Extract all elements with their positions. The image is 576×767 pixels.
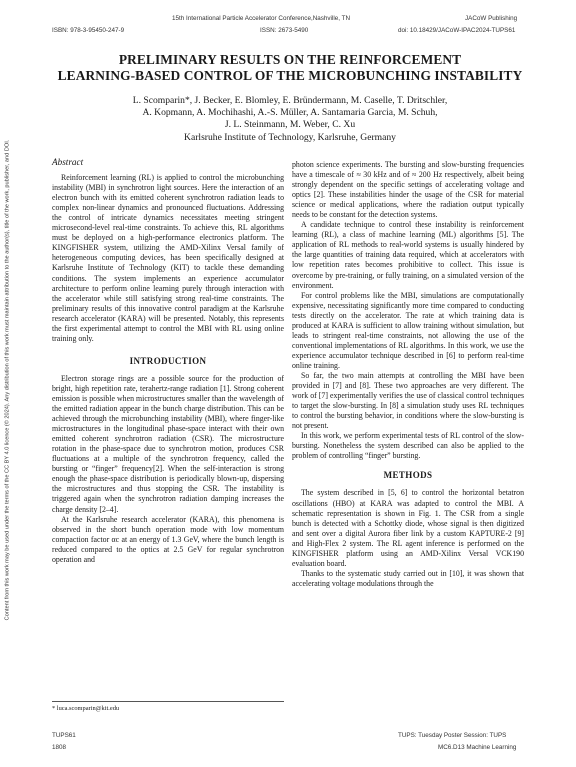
introduction-heading: INTRODUCTION <box>129 355 207 366</box>
methods-paragraph-2: Thanks to the systematic study carried out in [10], it was shown that accelerating voltage modulations through the <box>292 568 524 588</box>
footer-classification: MC6.D13 Machine Learning <box>438 744 517 751</box>
left-column <box>52 157 284 565</box>
paper-title <box>40 52 540 84</box>
footer-session: TUPS: Tuesday Poster Session: TUPS <box>398 732 507 739</box>
footer-paper-code: TUPS61 <box>52 732 76 739</box>
right-paragraph-4: So far, the two main attempts at controlling the MBI have been provided in [7] and [8]. These two approaches are very different. The work of [7] experimentally verifies the use of classical control techniques to target the slow-bursting. In [8] a simulation study uses RL techniques to control the bursting behavior, in conditions where the slow-bursting is not present. <box>292 370 524 431</box>
right-paragraph-3: For control problems like the MBI, simulations are computationally expensive, necessitating significantly more time compared to conducting tests directly on the accelerator. The rate at which training data is produced at KARA is sufficient to allow training without simulation, but leads to stringent real-time constraints, not allowing the use of the conventional implementations of RL algorithms. In this work, we use the experience accumulator technique described in [6] to perform real-time online training. <box>292 290 524 370</box>
license-sidebar <box>2 100 12 660</box>
author-block <box>40 95 540 144</box>
isbn: ISBN: 978-3-95450-247-9 <box>52 27 125 34</box>
right-paragraph-5: In this work, we perform experimental tests of RL control of the slow-bursting. Nonetheless the system described can also be applied to the problem of controlling “finger” bursting. <box>292 431 524 461</box>
right-paragraph-1: photon science experiments. The bursting and slow-bursting frequencies have a timescale of ≈ 30 kHz and of ≈ 200 Hz respectively, albeit being strongly dependent on the specific settings of accelerating voltage and optics [2]. These instabilities hinder the usage of the CSR for material science or medical applications, where the radiation output typically needs to be constant for the detection systems. <box>292 160 524 220</box>
authors-line-3: J. L. Steinmann, M. Weber, C. Xu <box>224 119 356 131</box>
right-paragraph-2: A candidate technique to control these instability is reinforcement learning (RL), a class of machine learning (ML) algorithms [5]. The application of RL methods to real-world systems is usually hindered by the large quantities of training data required, which at accelerators with low repetition rates becomes prohibitive to collect. This issue is overcome by pre-training, or fully training, on a simulated version of the environment. <box>292 220 524 290</box>
intro-paragraph-2: At the Karlsruhe research accelerator (KARA), this phenomena is observed in the short bunch operation mode with low momentum compaction factor αc at an energy of 1.3 GeV, where the bunch length is reduced compared to the optics at 2.5 GeV for regular synchrotron operation and <box>52 514 284 564</box>
methods-paragraph-1: The system described in [5, 6] to control the horizontal betatron oscillations (HBO) at KARA was adapted to control the MBI. A schematic representation is shown in Fig. 1. The CSR from a single bunch is detected with a Schottky diode, whose signal is then digitized and sent over a digital Aurora fiber link by a custom KAPTURE-2 [9] and High-Flex 2 system. The RL agent inference is performed on the KINGFISHER platform using an AMD-Xilinx Versal VCK190 evaluation board. <box>292 488 524 568</box>
issn: ISSN: 2673-5490 <box>260 27 309 34</box>
methods-heading: METHODS <box>383 470 433 481</box>
license-text: Content from this work may be used under the terms of the CC BY 4.0 licence (© 2024). Any distribution of this work must maintain attribution to the author(s), title of the work, publisher, and DOI. <box>4 139 10 621</box>
footer-page-number: 1808 <box>52 744 67 751</box>
footnote: * luca.scomparin@kit.edu <box>52 701 284 712</box>
intro-paragraph-1: Electron storage rings are a possible source for the production of bright, high repetition rate, terahertz-range radiation [1]. Strong coherent emission is possible when microstructures smaller than the wavelength of the emitted radiation appear in the bunch charge distribution. This can be achieved through the microbunching instability (MBI), where finger-like microstructures in the longitudinal phase-space interact with their own emitted coherent synchrotron radiation (CSR). The microstructure rotation in the phase-space due to synchrotron motion, produces CSR fluctuations at a multiple of the synchrotron frequency, called the bursting or “finger” frequency[2]. When the self-interaction is strong enough the phase-space distribution is periodically blown-up, dispersing the microstructures and thus stopping the CSR. The instability is triggered again when the synchrotron radiation damping increases the charge density [2–4]. <box>52 373 284 514</box>
conference-name: 15th International Particle Accelerator Conference,Nashville, TN <box>172 15 351 22</box>
authors-line-1: L. Scomparin*, J. Becker, E. Blomley, E. Bründermann, M. Caselle, T. Dritschler, <box>132 95 448 106</box>
abstract-text: Reinforcement learning (RL) is applied to control the microbunching instability (MBI) in synchrotron light sources. Here the interaction of an electron bunch with its emitted coherent synchrotron radiation leads to complex non-linear dynamics and pronounced fluctuations. Addressing the control of intricate dynamics necessitates meeting stringent microsecond-level real-time constraints. To achieve this, RL algorithms must be deployed on a high-performance electronics platform. The KINGFISHER system, utilizing the AMD-Xilinx Versal family of heterogeneous computing devices, has been specifically designed at Karlsruhe Institute of Technology (KIT) to tackle these demanding conditions. The system implements an experience accumulator architecture to perform online learning purely through interaction with the accelerator while still satisfying strong real-time constraints. The preliminary results of this innovative control paradigm at the Karlsruhe research accelerator (KARA) will be presented. Notably, this represents the first experimental attempt to control the MBI with RL using online training only. <box>52 173 284 343</box>
title-line-2: LEARNING-BASED CONTROL OF THE MICROBUNCHING INSTABILITY <box>57 68 523 83</box>
doi: doi: 10.18429/JACoW-IPAC2024-TUPS61 <box>398 27 516 34</box>
right-column <box>292 160 524 589</box>
affiliation: Karlsruhe Institute of Technology, Karlsruhe, Germany <box>184 131 396 143</box>
authors-line-2: A. Kopmann, A. Mochihashi, A.-S. Müller, A. Santamaria Garcia, M. Schuh, <box>142 107 438 119</box>
publisher: JACoW Publishing <box>465 15 518 22</box>
title-line-1: PRELIMINARY RESULTS ON THE REINFORCEMENT <box>118 52 462 67</box>
abstract-heading: Abstract <box>52 157 84 167</box>
